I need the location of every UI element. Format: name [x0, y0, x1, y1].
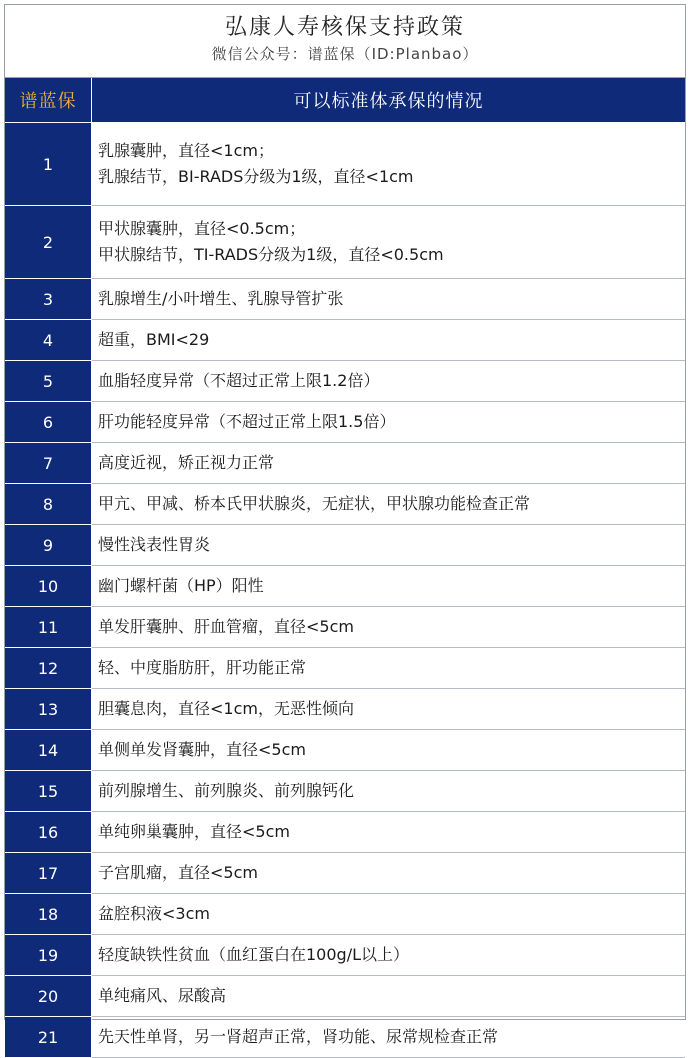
table-row: [5, 730, 685, 771]
table-row: [5, 402, 685, 443]
row-number: 4: [5, 320, 92, 361]
row-condition: [92, 525, 686, 566]
table-row: [5, 607, 685, 648]
table-row: [5, 689, 685, 730]
condition-line: 轻、中度脂肪肝，肝功能正常: [98, 658, 307, 677]
row-condition: [92, 320, 686, 361]
row-condition: [92, 648, 686, 689]
row-condition: [92, 730, 686, 771]
table-row: [5, 648, 685, 689]
condition-line: 乳腺结节，BI-RADS分级为1级，直径<1cm: [98, 167, 414, 186]
condition-line: 子宫肌瘤，直径<5cm: [98, 863, 258, 882]
table-row: [5, 894, 685, 935]
row-number: 10: [5, 566, 92, 607]
condition-line: 前列腺增生、前列腺炎、前列腺钙化: [98, 781, 355, 800]
row-condition: [92, 894, 686, 935]
table-body: [5, 123, 685, 1058]
condition-line: 幽门螺杆菌（HP）阳性: [98, 576, 264, 595]
row-condition: [92, 123, 686, 206]
condition-line: 轻度缺铁性贫血（血红蛋白在100g/L以上）: [98, 945, 410, 964]
row-number: 11: [5, 607, 92, 648]
table-row: [5, 1017, 685, 1058]
row-condition: [92, 1017, 686, 1058]
header-condition: 可以标准体承保的情况: [92, 78, 686, 123]
row-number: 5: [5, 361, 92, 402]
page-subtitle: 微信公众号：谱蓝保（ID:Planbao）: [211, 45, 479, 63]
row-condition: [92, 484, 686, 525]
row-condition: [92, 402, 686, 443]
row-condition: [92, 206, 686, 279]
row-number: 1: [5, 123, 92, 206]
row-condition: [92, 566, 686, 607]
row-number: 18: [5, 894, 92, 935]
table-row: [5, 206, 685, 279]
row-number: 21: [5, 1017, 92, 1058]
document-frame: [4, 4, 686, 1047]
table-row: [5, 320, 685, 361]
condition-line: 先天性单肾，另一肾超声正常，肾功能、尿常规检查正常: [98, 1027, 499, 1046]
table-row: [5, 935, 685, 976]
row-number: 3: [5, 279, 92, 320]
row-number: 8: [5, 484, 92, 525]
condition-line: 乳腺增生/小叶增生、乳腺导管扩张: [98, 289, 344, 308]
table-row: [5, 566, 685, 607]
condition-line: 肝功能轻度异常（不超过正常上限1.5倍）: [98, 412, 396, 431]
row-condition: [92, 771, 686, 812]
row-number: 16: [5, 812, 92, 853]
table-row: [5, 279, 685, 320]
condition-line: 单发肝囊肿、肝血管瘤，直径<5cm: [98, 617, 354, 636]
table-row: [5, 443, 685, 484]
row-number: 15: [5, 771, 92, 812]
row-number: 9: [5, 525, 92, 566]
row-condition: [92, 279, 686, 320]
condition-line: 单纯卵巢囊肿，直径<5cm: [98, 822, 290, 841]
table-row: [5, 484, 685, 525]
row-condition: [92, 443, 686, 484]
condition-line: 单纯痛风、尿酸高: [98, 986, 227, 1005]
condition-line: 甲亢、甲减、桥本氏甲状腺炎，无症状，甲状腺功能检查正常: [98, 494, 531, 513]
row-number: 17: [5, 853, 92, 894]
row-number: 7: [5, 443, 92, 484]
page-title: 弘康人寿核保支持政策: [224, 15, 465, 40]
row-number: 14: [5, 730, 92, 771]
table-row: [5, 525, 685, 566]
condition-line: 甲状腺结节，TI-RADS分级为1级，直径<0.5cm: [98, 245, 444, 264]
row-condition: [92, 607, 686, 648]
header-brand: 谱蓝保: [5, 78, 92, 123]
condition-line: 盆腔积液<3cm: [98, 904, 210, 923]
table-row: [5, 812, 685, 853]
condition-line: 胆囊息肉，直径<1cm，无恶性倾向: [98, 699, 354, 718]
table-row: [5, 361, 685, 402]
row-condition: [92, 689, 686, 730]
row-number: 20: [5, 976, 92, 1017]
row-condition: [92, 935, 686, 976]
condition-line: 甲状腺囊肿，直径<0.5cm；: [98, 219, 306, 238]
policy-table: [5, 78, 685, 1058]
row-number: 2: [5, 206, 92, 279]
table-header-row: [5, 78, 685, 123]
table-row: [5, 771, 685, 812]
table-row: [5, 976, 685, 1017]
condition-line: 超重，BMI<29: [98, 330, 210, 349]
document-header: [5, 5, 685, 78]
row-condition: [92, 853, 686, 894]
condition-line: 血脂轻度异常（不超过正常上限1.2倍）: [98, 371, 380, 390]
row-condition: [92, 812, 686, 853]
table-row: [5, 123, 685, 206]
condition-line: 慢性浅表性胃炎: [98, 535, 211, 554]
row-number: 19: [5, 935, 92, 976]
condition-line: 乳腺囊肿，直径<1cm；: [98, 141, 274, 160]
condition-line: 单侧单发肾囊肿，直径<5cm: [98, 740, 306, 759]
row-number: 6: [5, 402, 92, 443]
row-number: 12: [5, 648, 92, 689]
row-condition: [92, 976, 686, 1017]
row-number: 13: [5, 689, 92, 730]
row-condition: [92, 361, 686, 402]
table-row: [5, 853, 685, 894]
condition-line: 高度近视，矫正视力正常: [98, 453, 275, 472]
